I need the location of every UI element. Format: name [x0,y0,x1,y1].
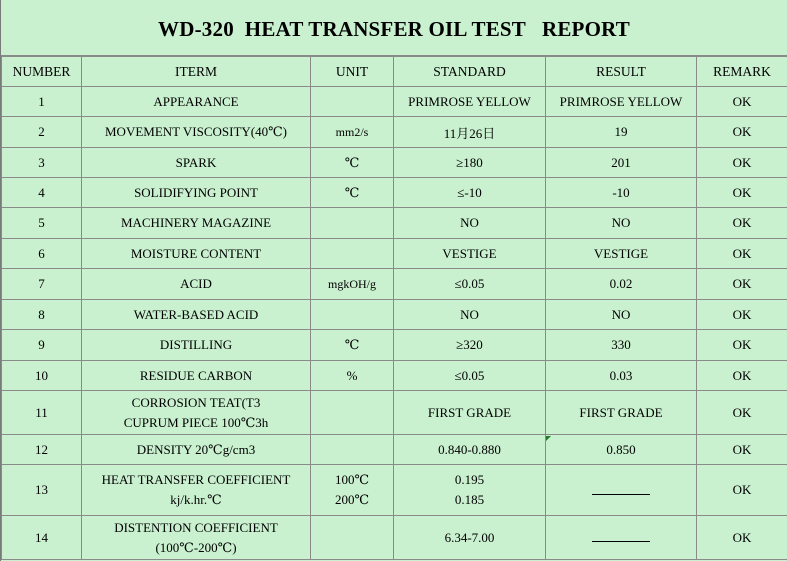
cell-result: NO [546,208,697,239]
table-row [2,239,787,269]
cell-remark: OK [697,269,787,300]
cell-number: 11 [2,391,82,435]
cell-number: 5 [2,208,82,239]
cell-item-line2: (100℃-200℃) [155,539,237,555]
cell-item-line2: kj/k.hr.℃ [170,492,222,507]
cell-standard: ≥180 [394,148,546,178]
header-result: RESULT [546,57,697,87]
cell-result: 19 [546,117,697,148]
cell-remark: OK [697,208,787,239]
cell-item-line2: CUPRUM PIECE 100℃3h [123,414,269,430]
cell-item: MACHINERY MAGAZINE [82,208,311,239]
cell-result: 0.02 [546,269,697,300]
cell-unit [311,87,394,117]
table-row [2,391,787,435]
cell-unit-line1: 100℃ [334,472,370,487]
cell-remark: OK [697,330,787,361]
table-row [2,269,787,300]
cell-unit: ℃ [311,148,394,178]
cell-unit [311,435,394,465]
header-number: NUMBER [2,57,82,87]
table-row [2,208,787,239]
cell-number: 8 [2,300,82,330]
cell-unit: mm2/s [311,117,394,148]
cell-result: 201 [546,148,697,178]
header-standard: STANDARD [394,57,546,87]
cell-remark: OK [697,178,787,208]
cell-result [546,465,697,516]
cell-standard: 6.34-7.00 [394,516,546,560]
cell-result: -10 [546,178,697,208]
cell-unit [311,465,394,516]
cell-standard: PRIMROSE YELLOW [394,87,546,117]
cell-unit [311,391,394,435]
cell-remark: OK [697,435,787,465]
cell-item [82,516,311,560]
cell-item [82,391,311,435]
cell-result: FIRST GRADE [546,391,697,435]
cell-standard [394,465,546,516]
header-remark: REMARK [697,57,787,87]
cell-standard: 11月26日 [394,117,546,148]
cell-item: ACID [82,269,311,300]
comment-marker [546,436,551,441]
cell-result: VESTIGE [546,239,697,269]
cell-standard: NO [394,208,546,239]
cell-remark: OK [697,391,787,435]
header-item: ITERM [82,57,311,87]
cell-remark: OK [697,148,787,178]
table-row [2,330,787,361]
cell-number: 9 [2,330,82,361]
table-row [2,361,787,391]
table-row [2,87,787,117]
cell-unit-line2: 200℃ [334,492,370,507]
cell-number: 10 [2,361,82,391]
cell-standard: ≤0.05 [394,361,546,391]
cell-remark: OK [697,361,787,391]
cell-item: WATER-BASED ACID [82,300,311,330]
cell-standard: VESTIGE [394,239,546,269]
table-row [2,300,787,330]
cell-number: 7 [2,269,82,300]
cell-number: 4 [2,178,82,208]
cell-number: 13 [2,465,82,516]
cell-number: 12 [2,435,82,465]
blank-line [592,494,650,495]
cell-standard-line1: 0.195 [454,472,485,487]
cell-result [546,435,697,465]
cell-remark: OK [697,300,787,330]
report-title: WD-320 HEAT TRANSFER OIL TEST REPORT [1,0,787,56]
header-unit: UNIT [311,57,394,87]
table-row [2,435,787,465]
cell-unit [311,208,394,239]
test-report-table [1,56,787,560]
table-row [2,178,787,208]
cell-standard-line2: 0.185 [454,492,485,507]
cell-item: SOLIDIFYING POINT [82,178,311,208]
cell-item: MOISTURE CONTENT [82,239,311,269]
cell-remark: OK [697,239,787,269]
cell-result: 330 [546,330,697,361]
blank-line [592,541,650,542]
table-row [2,465,787,516]
cell-result-value: 0.850 [606,441,636,457]
cell-item: MOVEMENT VISCOSITY(40℃) [82,117,311,148]
header-row [2,57,787,87]
cell-result: PRIMROSE YELLOW [546,87,697,117]
cell-number: 14 [2,516,82,560]
table-row [2,516,787,560]
cell-unit: ℃ [311,330,394,361]
cell-number: 6 [2,239,82,269]
cell-remark: OK [697,117,787,148]
cell-item: SPARK [82,148,311,178]
cell-standard: ≤0.05 [394,269,546,300]
cell-unit: % [311,361,394,391]
cell-unit: ℃ [311,178,394,208]
cell-standard: NO [394,300,546,330]
cell-item: DISTILLING [82,330,311,361]
cell-unit [311,300,394,330]
table-row [2,148,787,178]
cell-number: 3 [2,148,82,178]
cell-item [82,465,311,516]
cell-unit [311,516,394,560]
cell-number: 2 [2,117,82,148]
cell-unit [311,239,394,269]
cell-item-line1: DISTENTION COEFFICIENT [114,519,278,535]
cell-item: APPEARANCE [82,87,311,117]
cell-remark: OK [697,516,787,560]
table-row [2,117,787,148]
cell-result: NO [546,300,697,330]
cell-result [546,516,697,560]
cell-standard: ≤-10 [394,178,546,208]
cell-item: RESIDUE CARBON [82,361,311,391]
cell-remark: OK [697,87,787,117]
cell-item-line1: CORROSION TEAT(T3 [131,394,261,410]
cell-standard: FIRST GRADE [394,391,546,435]
cell-unit: mgkOH/g [311,269,394,300]
cell-result: 0.03 [546,361,697,391]
cell-standard: 0.840-0.880 [394,435,546,465]
cell-remark: OK [697,465,787,516]
cell-item-line1: HEAT TRANSFER COEFFICIENT [101,472,291,487]
cell-item: DENSITY 20℃g/cm3 [82,435,311,465]
cell-standard: ≥320 [394,330,546,361]
cell-number: 1 [2,87,82,117]
